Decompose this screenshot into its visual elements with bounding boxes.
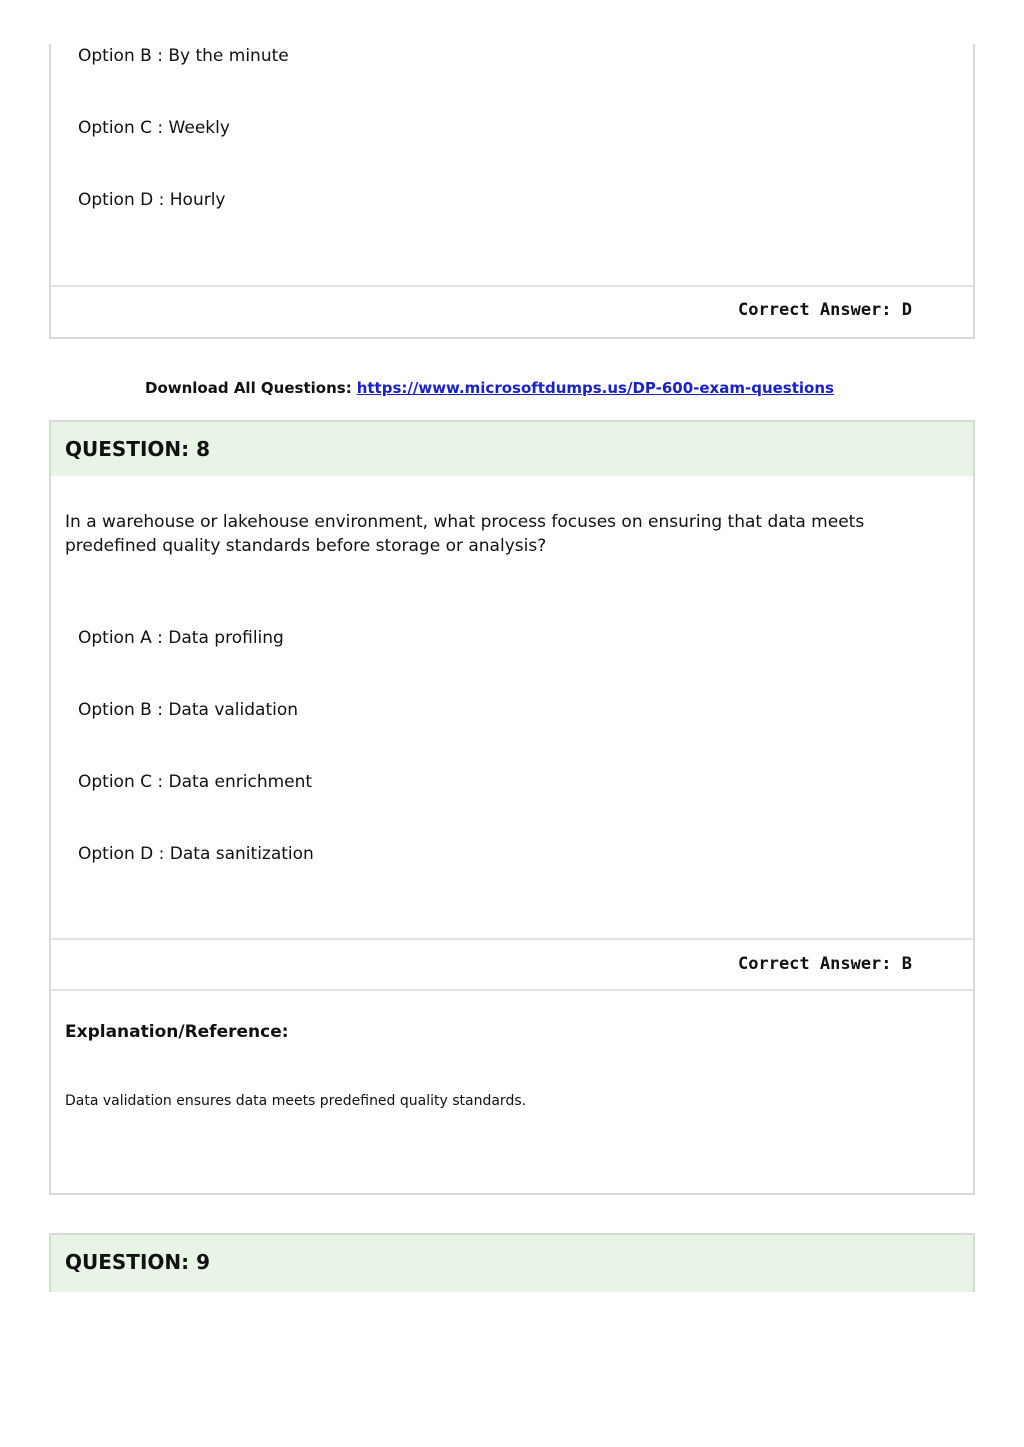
option-d: Option D : Data sanitization	[78, 844, 314, 864]
option-d: Option D : Hourly	[78, 190, 226, 210]
explanation-divider	[51, 989, 973, 991]
download-label: Download All Questions:	[145, 379, 352, 397]
option-b: Option B : Data validation	[78, 700, 299, 720]
question-header	[51, 422, 973, 476]
question-text: In a warehouse or lakehouse environment, what process focuses on ensuring that data meets predefined quality standards before storage or analysis?	[65, 512, 865, 556]
option-a: Option A : Data profiling	[78, 628, 284, 648]
correct-answer: Correct Answer: D	[738, 300, 912, 320]
download-link[interactable]: https://www.microsoftdumps.us/DP-600-exam-questions	[356, 379, 834, 397]
correct-answer: Correct Answer: B	[738, 954, 912, 974]
explanation-heading: Explanation/Reference:	[65, 1022, 289, 1042]
option-c: Option C : Data enrichment	[78, 772, 313, 792]
question-card-7	[49, 44, 975, 339]
question-card-8	[49, 420, 975, 1195]
question-header	[51, 1235, 973, 1292]
explanation-text: Data validation ensures data meets predefined quality standards.	[65, 1093, 527, 1109]
question-title: QUESTION: 8	[65, 437, 211, 461]
question-card-9	[49, 1233, 975, 1292]
option-c: Option C : Weekly	[78, 118, 230, 138]
question-title: QUESTION: 9	[65, 1250, 211, 1274]
option-b: Option B : By the minute	[78, 46, 289, 66]
download-line	[145, 377, 834, 399]
answer-divider	[51, 285, 973, 287]
answer-divider	[51, 938, 973, 940]
